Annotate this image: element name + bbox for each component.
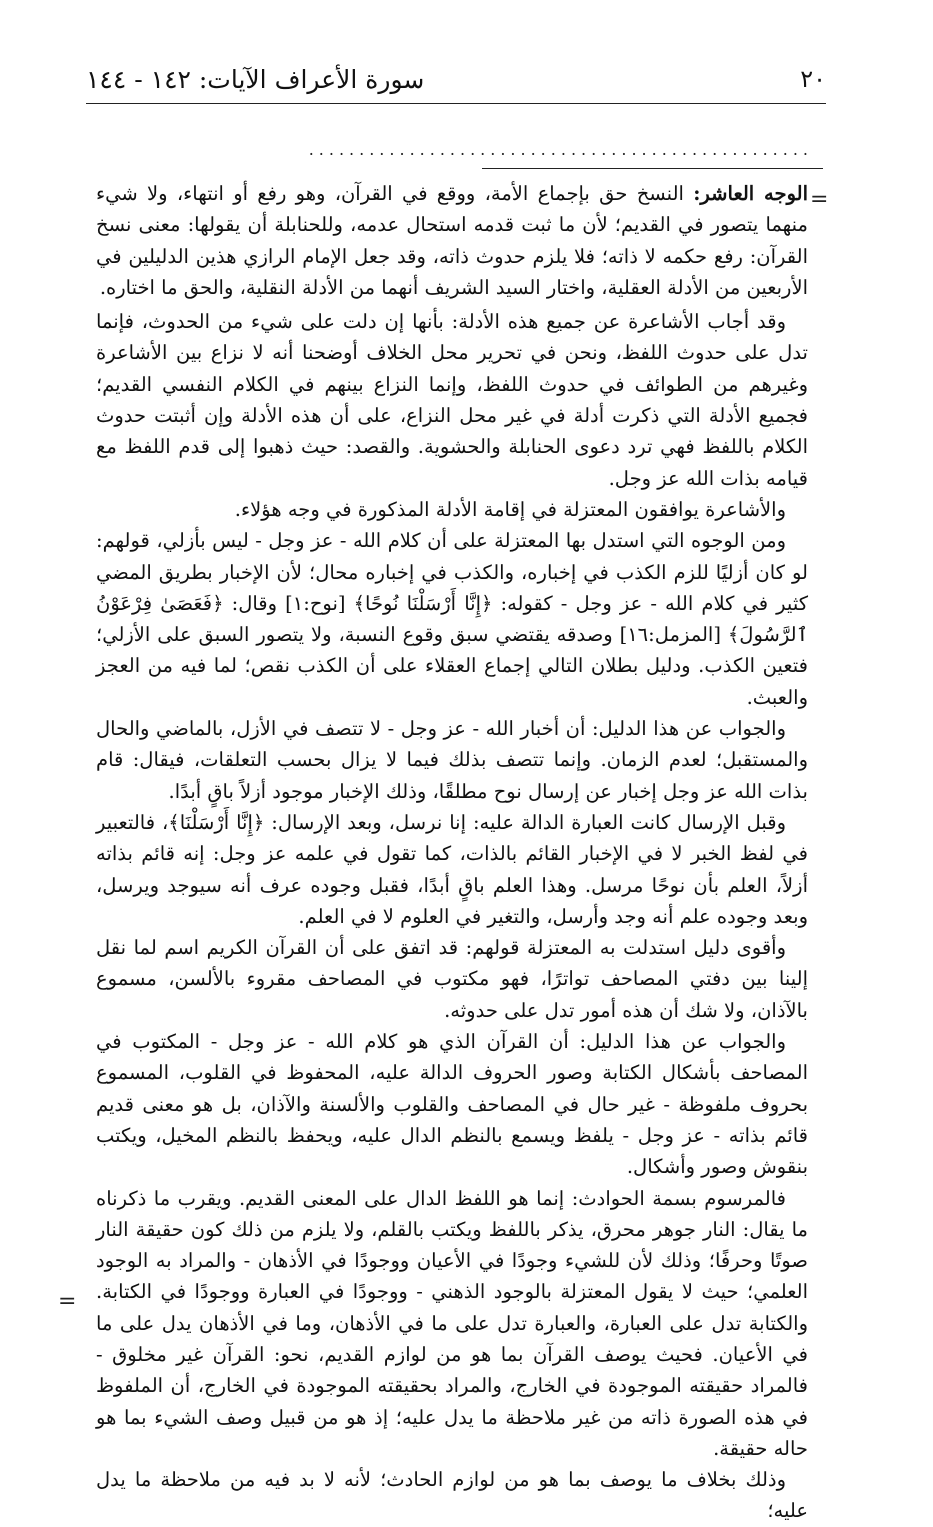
paragraph: وقبل الإرسال كانت العبارة الدالة عليه: إنا نرسل، وبعد الإرسال: ﴿إِنَّا أَرْسَلْنَا﴾، فالتعبير في لفظ الخبر لا في الإخبار القائم بالذات، كما تقول في علمه عز وجل: إنه قائم بذاته أزلاً، العلم بأن نوحًا مرسل. وهذا العلم باقٍ أبدًا، فقبل وجوده عرف أنه سيوجد ويرسل، وبعد وجوده علم أنه وجد وأرسل، والتغير في العلوم لا في العلم. — [96, 810, 808, 928]
page-header — [86, 56, 826, 102]
header-rule — [86, 103, 826, 104]
paragraph: وأقوى دليل استدلت به المعتزلة قولهم: قد اتفق على أن القرآن الكريم اسم لما نقل إلينا بين دفتي المصاحف تواترًا، فهو مكتوب في المصاحف مقروء بالألسن، مسموع بالآذان، ولا شك أن هذه أمور تدل على حدوثه. — [96, 936, 808, 1022]
paragraph-text: النسخ حق بإجماع الأمة، ووقع في القرآن، وهو رفع أو انتهاء، ولا شيء منهما يتصور في القديم؛ لأن ما ثبت قدمه استحال عدمه، وللحنابلة أن يقولها: معنى نسخ القرآن: رفع حكمه لا ذاته؛ فلا يلزم حدوث ذاته، وقد جعل الإمام الرازي هذين الدليلين في الأربعين من الأدلة العقلية، واختار السيد الشريف أنهما من الأدلة النقلية، والحق ما اختاره. — [96, 182, 808, 299]
paragraph: فالمرسوم بسمة الحوادث: إنما هو اللفظ الدال على المعنى القديم. ويقرب ما ذكرناه ما يقال: النار جوهر محرق، يذكر باللفظ ويكتب بالقلم، ولا يلزم من ذلك كون حقيقة النار صوتًا وحرفًا؛ وذلك لأن للشيء وجودًا في الأعيان ووجودًا في الأذهان - والمراد به الوجود العلمي؛ حيث لا يقول المعتزلة بالوجود الذهني - ووجودًا في العبارة ووجودًا في الكتابة. والكتابة تدل على العبارة، والعبارة تدل على ما في الأذهان، وما في الأذهان يدل على ما في الأعيان. فحيث يوصف القرآن بما هو من لوازم القديم، نحو: القرآن غير مخلوق - فالمراد حقيقته الموجودة في الخارج، والمراد بحقيقته الموجودة في الخارج، أن الملفوظ في هذه الصورة ذاته من غير ملاحظة ما يدل عليه؛ إذ هو من قبيل وصف الشيء بما هو حاله حقيقة. — [96, 1186, 808, 1460]
page-number: ٢٠ — [800, 65, 826, 93]
running-title: سورة الأعراف الآيات: ١٤٢ - ١٤٤ — [86, 64, 425, 94]
footnote-rule — [482, 168, 823, 169]
body-text — [96, 178, 808, 1527]
paragraph — [96, 178, 808, 303]
paragraph: وذلك بخلاف ما يوصف بما هو من لوازم الحادث؛ لأنه لا بد فيه من ملاحظة ما يدل عليه؛ — [96, 1468, 808, 1523]
continuation-marker-top: = — [810, 187, 829, 212]
paragraph: والأشاعرة يوافقون المعتزلة في إقامة الأدلة المذكورة في وجه هؤلاء. — [234, 497, 786, 521]
paragraph: والجواب عن هذا الدليل: أن القرآن الذي هو كلام الله - عز وجل - المكتوب في المصاحف بأشكال الكتابة وصور الحروف الدالة عليه، المحفوظ في القلوب، المسموع بحروف ملفوظة - غير حال في المصاحف والقلوب والألسنة والآذان، بل هو معنى قديم قائم بذاته - عز وجل - يلفظ ويسمع بالنظم الدال عليه، ويحفظ بالنظم المخيل، ويكتب بنقوش وصور وأشكال. — [96, 1030, 808, 1179]
paragraph-lead: الوجه العاشر: — [693, 182, 808, 205]
paragraph: والجواب عن هذا الدليل: أن أخبار الله - عز وجل - لا تتصف في الأزل، بالماضي والحال والمستقبل؛ لعدم الزمان. وإنما تتصف بذلك فيما لا يزال بحسب التعلقات، فيقال: قام بذات الله عز وجل إخبار عن إرسال نوح مطلقًا، وذلك الإخبار موجود أزلاً باقٍ أبدًا. — [96, 717, 808, 803]
separator-dots: .................................................. — [308, 141, 813, 159]
continuation-marker-bottom: = — [58, 1289, 77, 1314]
paragraph: وقد أجاب الأشاعرة عن جميع هذه الأدلة: بأنها إن دلت على شيء من الحدوث، فإنما تدل على حدوث اللفظ، ونحن في تحرير محل الخلاف أوضحنا أنه لا نزاع بين الأشاعرة وغيرهم من الطوائف في حدوث اللفظ، وإنما النزاع بينهم في الكلام النفسي القديم؛ فجميع الأدلة التي ذكرت أدلة في غير محل النزاع، على أن هذه الأدلة وإن أثبتت حدوث الكلام باللفظ فهي ترد دعوى الحنابلة والحشوية. والقصد: حيث ذهبوا إلى قدم اللفظ مع قيامه بذات الله عز وجل. — [96, 310, 808, 490]
paragraph: ومن الوجوه التي استدل بها المعتزلة على أن كلام الله - عز وجل - ليس بأزلي، قولهم: لو كان أزليًا للزم الكذب في إخباره، والكذب في إخباره محال؛ لأن الإخبار بطريق المضي كثير في كلام الله - عز وجل - كقوله: ﴿إِنَّا أَرْسَلْنَا نُوحًا﴾ [نوح:١] وقال: ﴿فَعَصَىٰ فِرْعَوْنُ ٱلرَّسُولَ﴾ [المزمل:١٦] وصدقه يقتضي سبق وقوع النسبة، ولا يتصور السبق على الأزلي؛ فتعين الكذب. ودليل بطلان التالي إجماع العقلاء على أن الكذب نقص؛ لما فيه من العجز والعبث. — [96, 529, 808, 709]
